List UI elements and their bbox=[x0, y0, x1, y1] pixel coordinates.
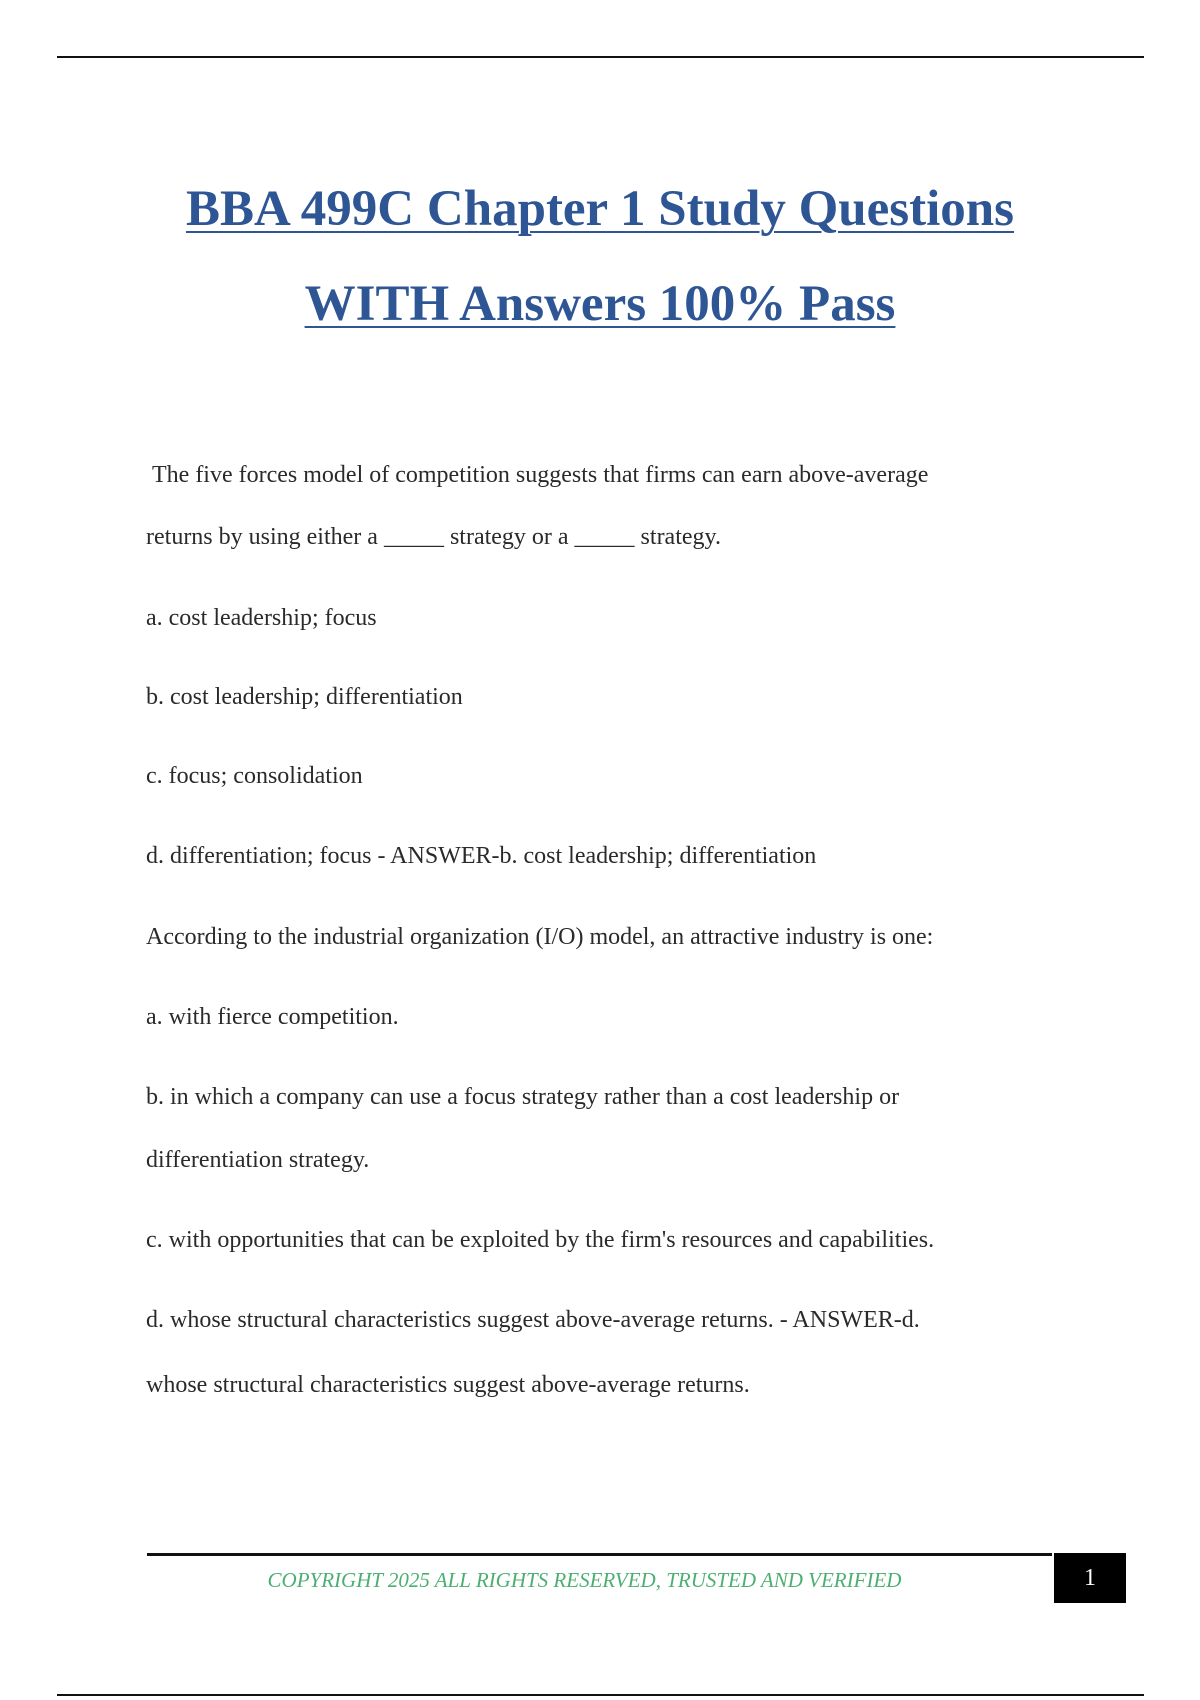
bottom-rule bbox=[57, 1694, 1144, 1696]
document-title-line-1: BBA 499C Chapter 1 Study Questions bbox=[186, 181, 1014, 237]
question-2-option-b-line-1: b. in which a company can use a focus strategy rather than a cost leadership or bbox=[146, 1084, 900, 1110]
page-number: 1 bbox=[1054, 1553, 1126, 1603]
top-rule bbox=[57, 56, 1144, 58]
document-title-line-2: WITH Answers 100% Pass bbox=[304, 276, 896, 332]
question-1-line-2: returns by using either a _____ strategy or a _____ strategy. bbox=[146, 524, 721, 550]
question-2-option-a: a. with fierce competition. bbox=[146, 1004, 399, 1030]
question-2-option-b-line-2: differentiation strategy. bbox=[146, 1147, 370, 1173]
question-1-option-a: a. cost leadership; focus bbox=[146, 605, 377, 631]
question-2-line-1: According to the industrial organization (I/O) model, an attractive industry is one: bbox=[146, 924, 934, 950]
question-1-line-1: The five forces model of competition suggests that firms can earn above-average bbox=[152, 462, 929, 488]
footer-rule bbox=[147, 1553, 1052, 1556]
question-2-option-d-answer-line-2: whose structural characteristics suggest above-average returns. bbox=[146, 1372, 750, 1398]
question-2-option-c: c. with opportunities that can be exploited by the firm's resources and capabilities. bbox=[146, 1227, 935, 1253]
question-1-option-d-answer: d. differentiation; focus - ANSWER-b. cost leadership; differentiation bbox=[146, 843, 817, 869]
question-1-option-b: b. cost leadership; differentiation bbox=[146, 684, 463, 710]
question-2-option-d-answer-line-1: d. whose structural characteristics suggest above-average returns. - ANSWER-d. bbox=[146, 1307, 920, 1333]
question-1-option-c: c. focus; consolidation bbox=[146, 763, 363, 789]
footer-copyright: COPYRIGHT 2025 ALL RIGHTS RESERVED, TRUSTED AND VERIFIED bbox=[267, 1568, 902, 1592]
